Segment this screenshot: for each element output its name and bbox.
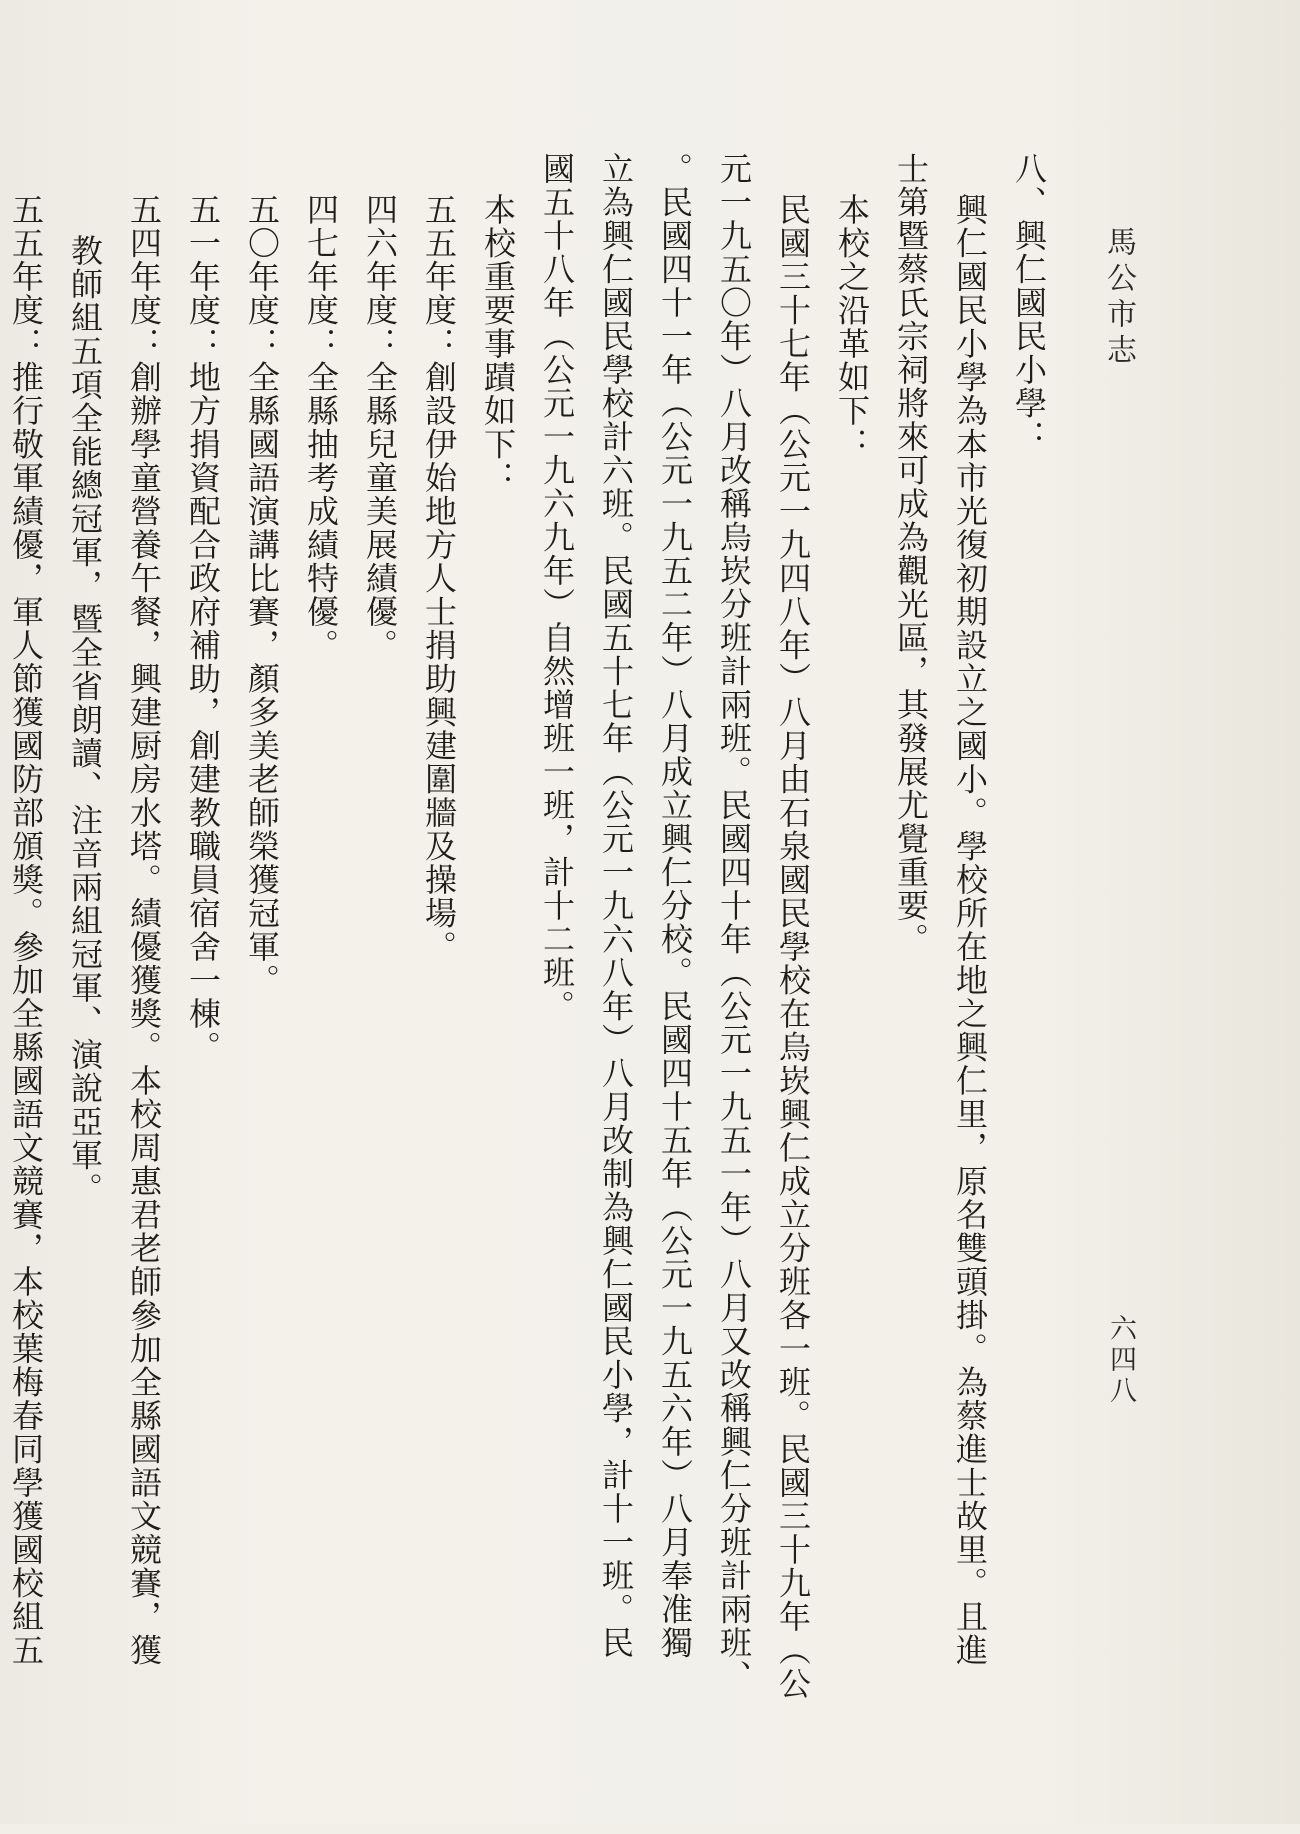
text-column: 士第暨蔡氏宗祠將來可成為觀光區，其發展尤覺重要。 xyxy=(892,152,930,956)
page-number: 六四八 xyxy=(1105,1314,1136,1407)
text-column: 興仁國民小學為本市光復初期設立之國小。學校所在地之興仁里，原名雙頭掛。為蔡進士故里。且進 xyxy=(951,193,989,1667)
text-column: 民國三十七年（公元一九四八年）八月由石泉國民學校在烏崁興仁成立分班各一班。民國三十九年（公 xyxy=(774,193,812,1701)
text-column: 。民國四十一年（公元一九五二年）八月成立興仁分校。民國四十五年（公元一九五六年）八月奉准獨 xyxy=(656,152,694,1660)
running-title: 馬公市志 xyxy=(1101,226,1136,370)
text-column: 四六年度：全縣兒童美展績優。 xyxy=(361,193,399,662)
text-column: 本校之沿革如下： xyxy=(833,193,871,461)
text-column: 五五年度：創設伊始地方人士捐助興建圍牆及操場。 xyxy=(420,193,458,964)
text-column: 八、興仁國民小學： xyxy=(1010,152,1048,454)
text-column: 五一年度：地方捐資配合政府補助，創建教職員宿舍一棟。 xyxy=(184,193,222,1064)
text-column: 四七年度：全縣抽考成績特優。 xyxy=(302,193,340,662)
vertical-text-body xyxy=(0,152,1053,1752)
text-column: 五〇年度：全縣國語演講比賽，顏多美老師榮獲冠軍。 xyxy=(243,193,281,997)
text-column: 國五十八年（公元一九六九年）自然增班一班，計十二班。 xyxy=(538,152,576,1023)
text-column: 五四年度：創辦學童營養午餐，興建厨房水塔。績優獲獎。本校周惠君老師參加全縣國語文競賽，獲 xyxy=(125,193,163,1667)
text-column: 本校重要事蹟如下： xyxy=(479,193,517,495)
text-column: 元一九五〇年）八月改稱烏崁分班計兩班。民國四十年（公元一九五一年）八月又改稱興仁分班計兩班、 xyxy=(715,152,753,1693)
text-column: 五五年度：推行敬軍績優，軍人節獲國防部頒獎。參加全縣國語文競賽，本校葉梅春同學獲國校組五 xyxy=(7,193,45,1667)
text-column: 立為興仁國民學校計六班。民國五十七年（公元一九六八年）八月改制為興仁國民小學，計十一班。民 xyxy=(597,152,635,1660)
text-column: 教師組五項全能總冠軍，暨全省朗讀、注音兩組冠軍、演說亞軍。 xyxy=(66,234,104,1206)
